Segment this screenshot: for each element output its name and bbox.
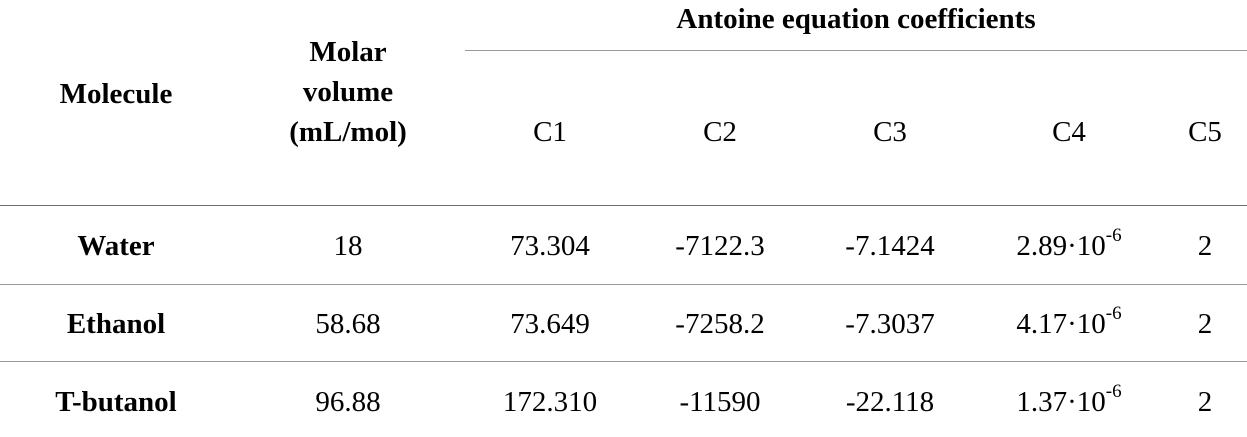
header-molecule: Molecule (59, 78, 173, 110)
row-c1: 73.649 (510, 308, 590, 340)
header-molar-volume-line2: volume (302, 76, 394, 108)
row-c4 (975, 381, 1163, 419)
row-c4 (975, 225, 1163, 263)
c4-mantissa: 1.37·10 (1016, 386, 1106, 418)
header-antoine-group: Antoine equation coefficients (676, 3, 1036, 35)
header-molar-volume-line3: (mL/mol) (289, 116, 407, 148)
header-molar-volume-line1: Molar (309, 36, 387, 68)
row-c2: -11590 (679, 386, 761, 418)
c4-exponent: -6 (1105, 303, 1122, 325)
row-divider (0, 284, 1247, 285)
row-c1: 73.304 (510, 230, 590, 262)
header-group-rule (465, 50, 1247, 51)
row-divider (0, 361, 1247, 362)
header-c4: C4 (1052, 116, 1086, 148)
row-molar-volume: 58.68 (315, 308, 381, 340)
row-molecule: T-butanol (55, 386, 177, 418)
c4-mantissa: 2.89·10 (1016, 230, 1106, 262)
row-molar-volume: 18 (333, 230, 363, 262)
row-c3: -22.118 (845, 386, 935, 418)
row-c1: 172.310 (502, 386, 598, 418)
header-c1: C1 (533, 116, 567, 148)
row-molecule: Ethanol (66, 308, 166, 340)
row-c3: -7.1424 (845, 230, 935, 262)
row-c5: 2 (1197, 308, 1213, 340)
row-c3: -7.3037 (845, 308, 935, 340)
header-bottom-rule (0, 205, 1247, 206)
row-c4 (975, 303, 1163, 341)
header-c3: C3 (873, 116, 907, 148)
c4-mantissa: 4.17·10 (1016, 308, 1106, 340)
row-c2: -7258.2 (675, 308, 765, 340)
header-c2: C2 (703, 116, 737, 148)
c4-exponent: -6 (1105, 225, 1122, 247)
row-c2: -7122.3 (675, 230, 765, 262)
row-molecule: Water (77, 230, 155, 262)
header-c5: C5 (1188, 116, 1222, 148)
row-c5: 2 (1197, 386, 1213, 418)
c4-exponent: -6 (1105, 381, 1122, 403)
row-c5: 2 (1197, 230, 1213, 262)
row-molar-volume: 96.88 (315, 386, 381, 418)
